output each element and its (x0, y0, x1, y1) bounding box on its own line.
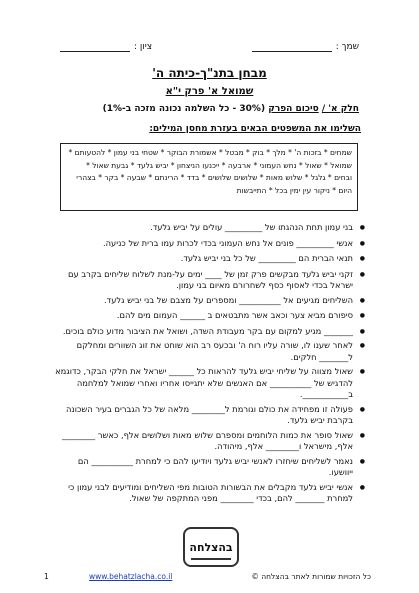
grade-blank[interactable] (60, 42, 130, 52)
question-item[interactable]: ● סיפורם מביא צער וכאב אשר מתבטאים ב ______ העמום מים להם. (54, 310, 365, 322)
name-blank[interactable] (252, 42, 332, 52)
section-topic: סיכום הפרק (268, 104, 319, 114)
footer-copyright: כל הזכויות שמורות לאתר בהצלחה © (251, 572, 371, 581)
section-percent: (30% (239, 104, 266, 114)
page-number: 1 (44, 572, 49, 581)
question-item[interactable]: ● בני עמון תחת הנהגתו של _________ עולים על יביש גלעד. (54, 222, 365, 234)
question-item[interactable]: ● _______ מגיע למקום עם בקר מעבודת השדה, ושואל את הציבור מדוע כולם בוכים. (54, 326, 365, 338)
question-item[interactable]: ● שאול סופר את כמות הלוחמים ומספרם שלוש מאות ושלושים אלף, כאשר ________ אלף, מישראל ו________ אלף, מיהודה. (54, 430, 365, 453)
page-subtitle: שמואל א' פרק י"א (165, 86, 254, 97)
questions-list (54, 222, 365, 508)
question-item[interactable]: ● השליחים מגיעים אל __________ ומספרים על מצבם של בני יביש גלעד. (54, 295, 365, 307)
grade-label: ציון : (134, 42, 153, 52)
question-item[interactable]: ● אנשי יביש גלעד מקבלים את הבשורות הטובות מפי השליחים ומודיעים לבני עמון כי למחרת _______ להם, בכדי ________ מפני המתקפה של שאול. (54, 482, 365, 505)
question-item[interactable]: ● זקני יביש גלעד מבקשים פרק זמן של ____ ימים על-מנת לשלוח שליחים בקרב עם ישראל בכדי לאסוף כסף לשחרורם מאיום בני עמון. (54, 269, 365, 292)
instruction-text: השלימו את המשפטים הבאים בעזרת מחסן המילים: (149, 124, 361, 134)
name-field[interactable] (252, 42, 359, 52)
header-row (60, 42, 359, 56)
question-item[interactable]: ● שאול מצווה על שליחי יביש גלעד להראות כל ______ ישראל את חלקי הבקר, כדוגמא להדגיש של __________ אם האנשים שלא יתגייסו אחריו ואחרי שמואל למלחמה ב___________. (54, 366, 365, 401)
question-item[interactable]: ● תנאי הברית הם _________ של כל בני יביש גלעד. (54, 253, 365, 265)
word-bank: שמחים * בזכות ה' * מלך * בוק * מבטל * אשמורת הבוקר * שטחי בני עמון * להטעותם * שמואל * שאול * נחש העמוני * ארבעה * ייכנעו הניצחון * יביש גלעד * גבעת שאול * ובחים * גלגל * שלוש מאות * שלושים שלושים * בדד * הרינתם * שבעה * בקר * בצהרי היום * ניקור עין ימין בכל * התייבשות (60, 143, 358, 211)
behatzlacha-logo (183, 527, 239, 567)
footer-url-link[interactable]: www.behatzlacha.co.il (89, 572, 173, 581)
question-item[interactable]: ● פעולה זו מפחידה את כולם וגורמת ל________ מלאה של כל הגברים בעיר השכונה בקרבת יביש גלעד. (54, 404, 365, 427)
name-label: שמך : (335, 42, 359, 52)
question-item[interactable]: ● נאמר לשליחים שיחזרו לאנשי יביש גלעד ויודיעו להם כי למחרת __________ הם ייוושעו. (54, 456, 365, 479)
question-item[interactable]: ● לאחר שענו לו, שורה עליו רוח ה' ובכעס רב הוא שוחט את זוג השוורים ומחלקם ל_______ חלקים. (54, 340, 365, 363)
grade-field[interactable] (60, 42, 152, 52)
logo-text: בהצלחה (189, 540, 233, 554)
section-rest: - כל השלמה נכונה מזכה ב-1%) (102, 104, 237, 114)
page-title: מבחן בתנ"ך-כיתה ה' (152, 66, 267, 80)
question-item[interactable]: ● אנשי _________ פונים אל נחש העמוני בכדי לכרות עמו ברית של כניעה. (54, 238, 365, 250)
section-part: חלק א' / (321, 104, 359, 114)
section-header (103, 104, 359, 114)
